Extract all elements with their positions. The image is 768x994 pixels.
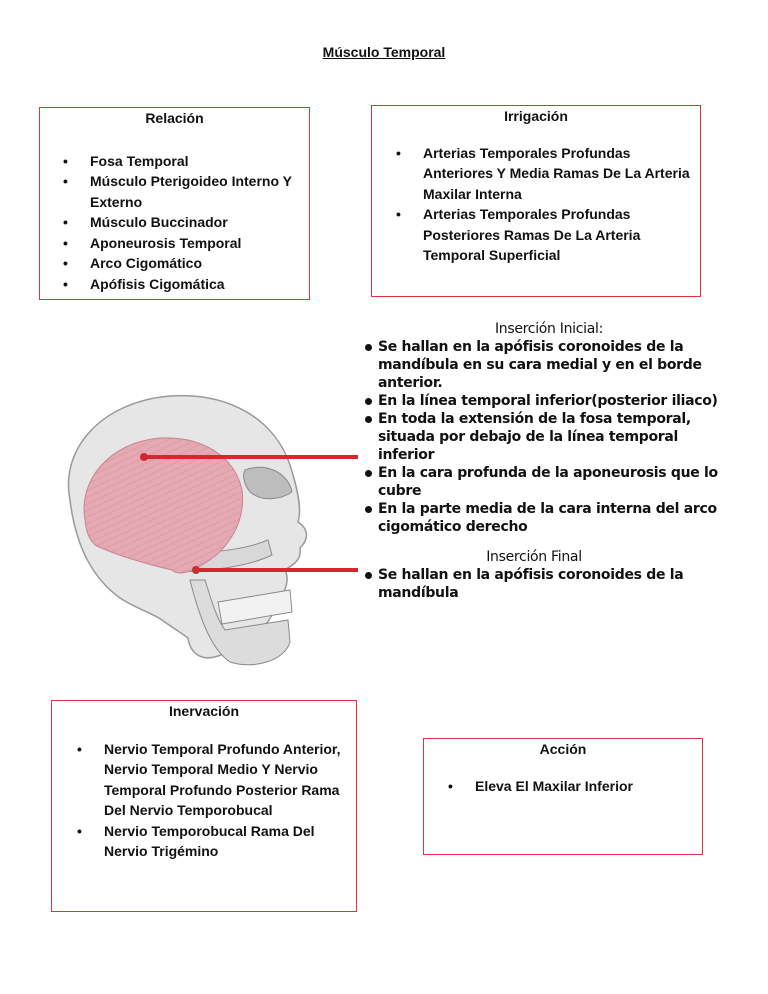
- insercion-final-title: Inserción Final: [486, 549, 582, 565]
- pointer-dot-inicial: [140, 453, 148, 461]
- inervacion-title: Inervación: [168, 703, 240, 719]
- inervacion-list: [52, 739, 356, 862]
- relacion-box: [39, 107, 310, 300]
- list-item: En la cara profunda de la aponeurosis que lo cubre: [364, 464, 734, 500]
- list-item: • Eleva El Maxilar Inferior: [448, 776, 702, 797]
- list-item: • Nervio Temporobucal Rama Del Nervio Trigémino: [77, 821, 348, 862]
- insercion-inicial-title: Inserción Inicial:: [494, 321, 604, 337]
- list-item: • Apófisis Cigomática: [63, 274, 301, 295]
- inervacion-box: [51, 700, 357, 912]
- list-item: • Arco Cigomático: [63, 253, 301, 274]
- relacion-list: [40, 151, 309, 295]
- list-item: • Músculo Buccinador: [63, 212, 301, 233]
- page-title: Músculo Temporal: [322, 44, 446, 60]
- irrigacion-title: Irrigación: [504, 108, 568, 124]
- list-item: Se hallan en la apófisis coronoides de la mandíbula en su cara medial y en el borde anterior.: [364, 338, 734, 392]
- list-item: • Fosa Temporal: [63, 151, 301, 172]
- relacion-title: Relación: [145, 110, 204, 126]
- list-item: • Arterias Temporales Profundas Posteriores Ramas De La Arteria Temporal Superficial: [396, 204, 694, 266]
- list-item: En toda la extensión de la fosa temporal, situada por debajo de la línea temporal inferior: [364, 410, 734, 464]
- list-item: • Arterias Temporales Profundas Anteriores Y Media Ramas De La Arteria Maxilar Interna: [396, 143, 694, 205]
- list-item: • Nervio Temporal Profundo Anterior, Nervio Temporal Medio Y Nervio Temporal Profundo Posterior Rama Del Nervio Temporobucal: [77, 739, 348, 821]
- irrigacion-list: [372, 143, 700, 266]
- insercion-final: [364, 548, 704, 602]
- list-item: • Aponeurosis Temporal: [63, 233, 301, 254]
- accion-title: Acción: [539, 741, 587, 757]
- insercion-final-list: [364, 566, 704, 602]
- accion-box: [423, 738, 703, 855]
- accion-list: [424, 776, 702, 797]
- insercion-inicial-list: [364, 338, 734, 536]
- list-item: • Músculo Pterigoideo Interno Y Externo: [63, 171, 301, 212]
- irrigacion-box: [371, 105, 701, 297]
- skull-illustration: [40, 380, 370, 680]
- list-item: Se hallan en la apófisis coronoides de la mandíbula: [364, 566, 704, 602]
- list-item: En la línea temporal inferior(posterior iliaco): [364, 392, 734, 410]
- insercion-inicial: [364, 320, 734, 536]
- pointer-dot-final: [192, 566, 200, 574]
- list-item: En la parte media de la cara interna del arco cigomático derecho: [364, 500, 734, 536]
